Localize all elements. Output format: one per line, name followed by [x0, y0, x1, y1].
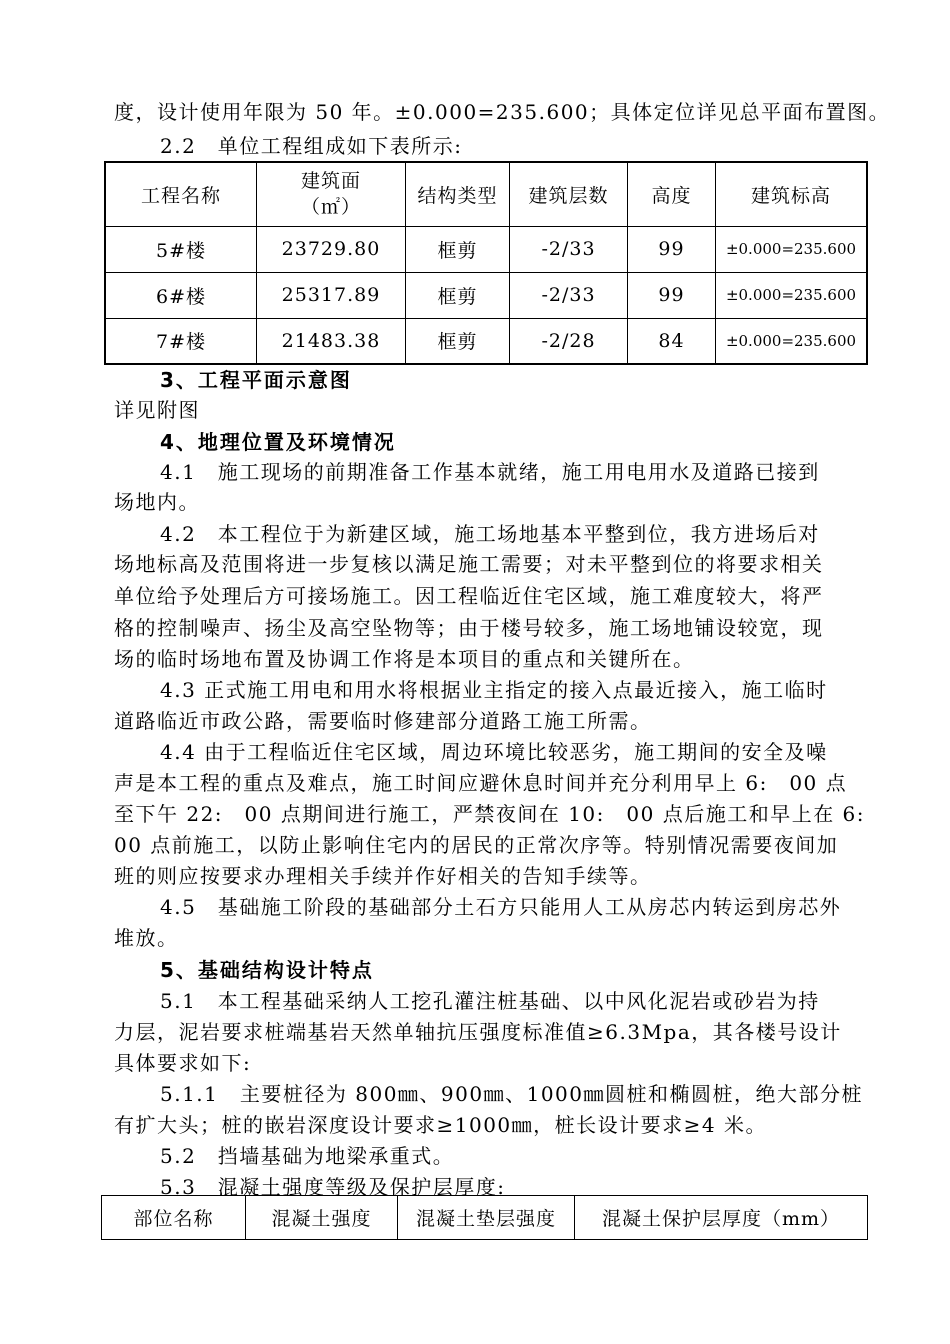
cell-name: 6#楼 — [105, 272, 257, 318]
section-heading-3: 3、工程平面示意图 — [160, 368, 352, 392]
table-header-row — [102, 1196, 868, 1240]
paragraph-line: 单位给予处理后方可接场施工。因工程临近住宅区域，施工难度较大，将严 — [114, 584, 824, 608]
paragraph-line: 4.3 正式施工用电和用水将根据业主指定的接入点最近接入，施工临时 — [160, 678, 828, 702]
cell-area: 23729.80 — [257, 226, 406, 272]
paragraph-line: 5.1 本工程基础采纳人工挖孔灌注桩基础、以中风化泥岩或砂岩为持 — [160, 989, 820, 1013]
paragraph-line: 力层，泥岩要求桩端基岩天然单轴抗压强度标准值≥6.3Mpa，其各楼号设计 — [114, 1020, 842, 1044]
paragraph-line: 至下午 22: 00 点期间进行施工，严禁夜间在 10: 00 点后施工和早上在 6: — [114, 802, 866, 826]
cell-elevation: ±0.000=235.600 — [716, 226, 868, 272]
paragraph-line: 5.2 挡墙基础为地梁承重式。 — [160, 1144, 455, 1168]
cell-height: 84 — [628, 318, 716, 364]
area-header-label: 建筑面 — [300, 170, 361, 193]
paragraph-line: 4.1 施工现场的前期准备工作基本就绪，施工用电用水及道路已接到 — [160, 460, 820, 484]
table-row — [105, 226, 867, 272]
paragraph-line: 场地内。 — [114, 490, 200, 514]
col-header-cushion-strength: 混凝土垫层强度 — [398, 1196, 575, 1240]
paragraph-line: 班的则应按要求办理相关手续并作好相关的告知手续等。 — [114, 864, 652, 888]
cell-structure: 框剪 — [406, 318, 510, 364]
cell-name: 5#楼 — [105, 226, 257, 272]
unit-project-table — [104, 161, 868, 365]
cell-floors: -2/28 — [510, 318, 628, 364]
area-header-unit: （㎡） — [300, 196, 361, 219]
paragraph-line: 5.1.1 主要桩径为 800㎜、900㎜、1000㎜圆桩和椭圆桩，绝大部分桩 — [160, 1082, 863, 1106]
table-row — [105, 318, 867, 364]
concrete-strength-table — [101, 1195, 868, 1240]
cell-height: 99 — [628, 226, 716, 272]
col-header-structure: 结构类型 — [406, 162, 510, 226]
table-row — [105, 272, 867, 318]
paragraph-line: 场的临时场地布置及协调工作将是本项目的重点和关键所在。 — [114, 647, 695, 671]
paragraph-line: 格的控制噪声、扬尘及高空坠物等；由于楼号较多，施工场地铺设较宽，现 — [114, 616, 824, 640]
cell-height: 99 — [628, 272, 716, 318]
paragraph-line: 具体要求如下: — [114, 1051, 252, 1075]
paragraph-line: 5.3 混凝土强度等级及保护层厚度: — [160, 1175, 506, 1199]
paragraph-line: 度，设计使用年限为 50 年。±0.000=235.600；具体定位详见总平面布置图。 — [114, 100, 891, 124]
col-header-floors: 建筑层数 — [510, 162, 628, 226]
paragraph-line: 4.5 基础施工阶段的基础部分土石方只能用人工从房芯内转运到房芯外 — [160, 895, 842, 919]
cell-structure: 框剪 — [406, 272, 510, 318]
table-header-row — [105, 162, 867, 226]
col-header-cover-thickness: 混凝土保护层厚度（mm） — [575, 1196, 868, 1240]
cell-elevation: ±0.000=235.600 — [716, 272, 868, 318]
col-header-height: 高度 — [628, 162, 716, 226]
cell-structure: 框剪 — [406, 226, 510, 272]
paragraph-line: 4.2 本工程位于为新建区域，施工场地基本平整到位，我方进场后对 — [160, 522, 820, 546]
cell-area: 25317.89 — [257, 272, 406, 318]
col-header-project-name: 工程名称 — [105, 162, 257, 226]
cell-name: 7#楼 — [105, 318, 257, 364]
section-heading-5: 5、基础结构设计特点 — [160, 958, 374, 982]
paragraph-line: 00 点前施工，以防止影响住宅内的居民的正常次序等。特别情况需要夜间加 — [114, 833, 839, 857]
paragraph-line: 道路临近市政公路，需要临时修建部分道路工施工所需。 — [114, 709, 652, 733]
col-header-part-name: 部位名称 — [102, 1196, 246, 1240]
cell-elevation: ±0.000=235.600 — [716, 318, 868, 364]
cell-floors: -2/33 — [510, 272, 628, 318]
paragraph-line: 4.4 由于工程临近住宅区域，周边环境比较恶劣，施工期间的安全及噪 — [160, 740, 828, 764]
col-header-area — [257, 162, 406, 226]
section-heading-4: 4、地理位置及环境情况 — [160, 430, 396, 454]
section-2-2-line: 2.2 单位工程组成如下表所示: — [160, 134, 463, 158]
paragraph-line: 堆放。 — [114, 926, 179, 950]
paragraph-line: 声是本工程的重点及难点，施工时间应避休息时间并充分利用早上 6: 00 点 — [114, 771, 848, 795]
col-header-concrete-strength: 混凝土强度 — [246, 1196, 398, 1240]
paragraph-line: 场地标高及范围将进一步复核以满足施工需要；对未平整到位的将要求相关 — [114, 552, 824, 576]
cell-floors: -2/33 — [510, 226, 628, 272]
cell-area: 21483.38 — [257, 318, 406, 364]
col-header-elevation: 建筑标高 — [716, 162, 868, 226]
paragraph-line: 有扩大头；桩的嵌岩深度设计要求≥1000㎜，桩长设计要求≥4 米。 — [114, 1113, 767, 1137]
paragraph-line: 详见附图 — [114, 398, 200, 422]
